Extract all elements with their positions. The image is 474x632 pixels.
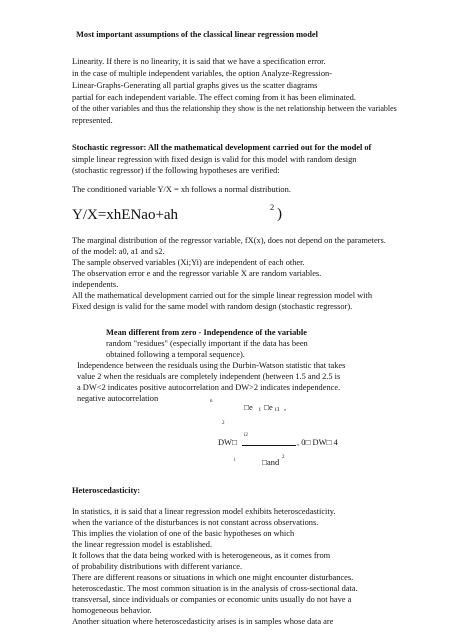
denominator-exponent: 2 bbox=[282, 455, 285, 460]
numerator-term: □e bbox=[264, 403, 273, 412]
text-line: transversal, since individuals or companies or economic units usually do not have a bbox=[72, 595, 352, 604]
formula-exponent: 2 bbox=[270, 203, 275, 212]
text-line: value 2 when the residuals are completely independent (between 1.5 and 2.5 is bbox=[77, 372, 341, 381]
text-line: The sample observed variables (Xi;Yi) are independent of each other. bbox=[72, 258, 305, 267]
stochastic-heading: Stochastic regressor: All the mathematical development carried out for the model of bbox=[72, 143, 372, 152]
sum-lower-limit: i2 bbox=[244, 433, 248, 438]
text-line: a DW<2 indicates positive autocorrelation and DW>2 indicates independence. bbox=[77, 383, 341, 392]
text-line: when the variance of the disturbances is not constant across observations. bbox=[72, 518, 319, 527]
text-line: heteroscedastic. The most common situation is in the analysis of cross-sectional data. bbox=[72, 584, 358, 593]
text-line: Fixed design is valid for the same model with random design (stochastic regressor). bbox=[72, 302, 353, 311]
text-line: It follows that the data being worked with is heterogeneous, as it comes from bbox=[72, 551, 331, 560]
text-line: represented. bbox=[72, 116, 113, 125]
sum-upper-limit: n bbox=[210, 399, 213, 404]
text-line: homogeneous behavior. bbox=[72, 606, 152, 615]
numerator-comma: , bbox=[284, 403, 287, 412]
numerator-subscript: i1 bbox=[275, 407, 280, 413]
fraction-bar bbox=[242, 445, 296, 446]
text-line: There are different reasons or situations in which one might encounter disturbances. bbox=[72, 573, 354, 582]
formula-paren: ) bbox=[277, 206, 282, 222]
text-line: (stochastic regressor) if the following hypotheses are verified: bbox=[72, 166, 280, 175]
text-line: in the case of multiple independent variables, the option Analyze-Regression- bbox=[72, 69, 333, 78]
dw-range: , 0□ DW□ 4 bbox=[297, 438, 338, 447]
text-line: Linear-Graphs-Generating all partial graphs gives us the scatter diagrams bbox=[72, 81, 318, 90]
text-line: Linearity. If there is no linearity, it is said that we have a specification error. bbox=[72, 57, 326, 66]
text-line: obtained following a temporal sequence). bbox=[106, 350, 245, 359]
text-line: random "residues" (especially important if the data has been bbox=[106, 339, 308, 348]
mean-zero-heading: Mean different from zero - Independence of the variable bbox=[106, 328, 307, 337]
text-line: Another situation where heteroscedasticity arises is in samples whose data are bbox=[72, 617, 334, 626]
text-line: Independence between the residuals using the Durbin-Watson statistic that takes bbox=[77, 361, 346, 370]
numerator-term: □e bbox=[244, 403, 253, 412]
text-line: The conditioned variable Y/X = xh follows a normal distribution. bbox=[72, 185, 291, 194]
dw-lhs: DW□ bbox=[218, 438, 238, 447]
denominator-term: □and bbox=[262, 458, 280, 467]
denominator-index: i bbox=[234, 458, 236, 463]
text-line: In statistics, it is said that a linear regression model exhibits heteroscedasticity. bbox=[72, 507, 336, 516]
page-title: Most important assumptions of the classical linear regression model bbox=[76, 30, 318, 39]
formula-main: Y/X=xhENao+ah bbox=[72, 207, 179, 223]
heteroscedasticity-heading: Heteroscedasticity: bbox=[72, 486, 141, 495]
text-line: This implies the violation of one of the basic hypotheses on which bbox=[72, 529, 295, 538]
text-line: of the model: a0, a1 and s2. bbox=[72, 247, 165, 256]
text-line: The observation error e and the regressor variable X are random variables. bbox=[72, 269, 322, 278]
numerator-exponent: 2 bbox=[222, 421, 225, 426]
text-line: simple linear regression with fixed design is valid for this model with random design bbox=[72, 155, 357, 164]
text-line: of probability distributions with different variance. bbox=[72, 562, 243, 571]
text-line: of the other variables and thus the relationship they show is the net relationship between the variables bbox=[72, 104, 397, 113]
text-line: The marginal distribution of the regressor variable, fX(x), does not depend on the parameters. bbox=[72, 236, 386, 245]
text-line: partial for each independent variable. The effect coming from it has been eliminated. bbox=[72, 93, 356, 102]
text-line: independents. bbox=[72, 280, 119, 289]
text-line: All the mathematical development carried out for the simple linear regression model with bbox=[72, 291, 373, 300]
numerator-subscript: i bbox=[259, 407, 261, 413]
text-line: the linear regression model is established. bbox=[72, 540, 213, 549]
text-line: negative autocorrelation bbox=[77, 394, 159, 403]
